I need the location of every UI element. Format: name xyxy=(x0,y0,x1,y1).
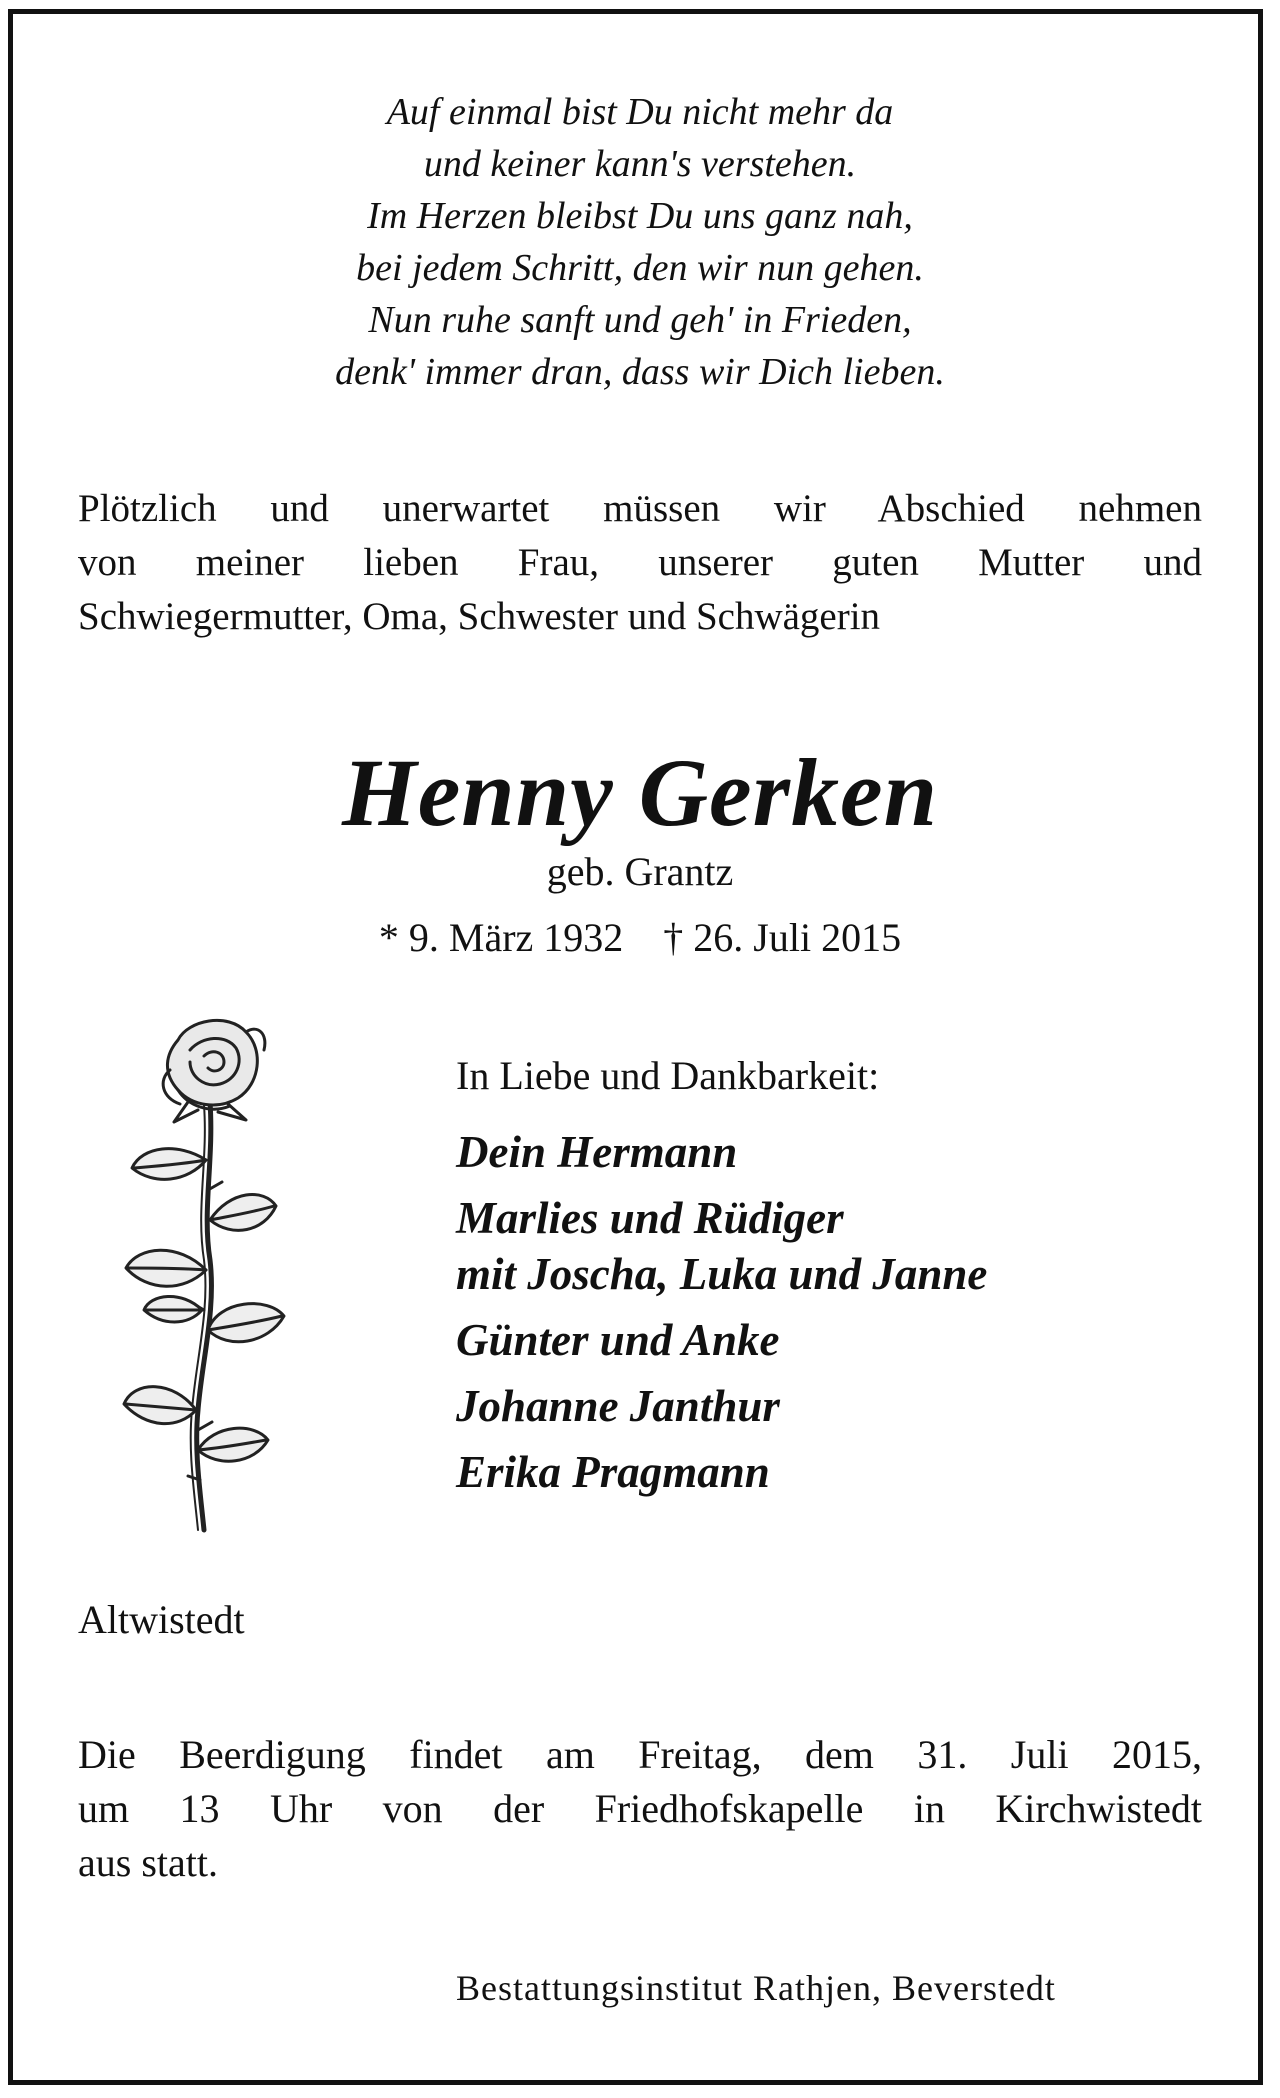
intro-paragraph xyxy=(78,482,1202,644)
intro-line: Plötzlich und unerwartet müssen wir Abschied nehmen xyxy=(78,487,1202,530)
intro-line: Schwiegermutter, Oma, Schwester und Schwägerin xyxy=(78,595,881,638)
poem-line: Nun ruhe sanft und geh' in Frieden, xyxy=(368,299,912,341)
birth-date: * 9. März 1932 xyxy=(378,915,624,960)
mourner-entry xyxy=(456,1312,987,1368)
maiden-name xyxy=(0,846,1280,898)
mourner-line: Erika Pragmann xyxy=(456,1447,770,1497)
mourner-entry xyxy=(456,1444,987,1500)
mourner-line: Marlies und Rüdiger xyxy=(456,1193,844,1243)
mourner-entry xyxy=(456,1190,987,1302)
mourner-entry xyxy=(456,1378,987,1434)
mourner-line: Günter und Anke xyxy=(456,1315,780,1365)
funeral-line: aus statt. xyxy=(78,1840,218,1885)
mourner-entry xyxy=(456,1124,987,1180)
death-date: † 26. Juli 2015 xyxy=(663,915,902,960)
funeral-line: um 13 Uhr von der Friedhofskapelle in Kirchwistedt xyxy=(78,1786,1202,1831)
poem-line: und keiner kann's verstehen. xyxy=(423,143,857,185)
mourner-line: Johanne Janthur xyxy=(456,1381,780,1431)
memorial-poem xyxy=(0,86,1280,398)
mourners-list xyxy=(456,1124,987,1510)
mourner-line: Dein Hermann xyxy=(456,1127,738,1177)
poem-line: Auf einmal bist Du nicht mehr da xyxy=(386,91,894,133)
intro-line: von meiner lieben Frau, unserer guten Mutter und xyxy=(78,541,1202,584)
place-name: Altwistedt xyxy=(78,1597,245,1642)
poem-line: denk' immer dran, dass wir Dich lieben. xyxy=(335,351,945,393)
funeral-paragraph xyxy=(78,1728,1202,1890)
rose-icon xyxy=(118,1010,298,1550)
poem-line: bei jedem Schritt, den wir nun gehen. xyxy=(356,247,924,289)
maiden-name-text: geb. Grantz xyxy=(546,849,734,894)
undertaker-credit: Bestattungsinstitut Rathjen, Beverstedt xyxy=(456,1968,1056,2008)
mourners-heading: In Liebe und Dankbarkeit: xyxy=(456,1053,880,1098)
funeral-line: Die Beerdigung findet am Freitag, dem 31. Juli 2015, xyxy=(78,1732,1202,1777)
deceased-name: Henny Gerken xyxy=(342,739,938,846)
poem-line: Im Herzen bleibst Du uns ganz nah, xyxy=(367,195,913,237)
mourner-line: mit Joscha, Luka und Janne xyxy=(456,1249,988,1299)
life-dates xyxy=(0,912,1280,964)
